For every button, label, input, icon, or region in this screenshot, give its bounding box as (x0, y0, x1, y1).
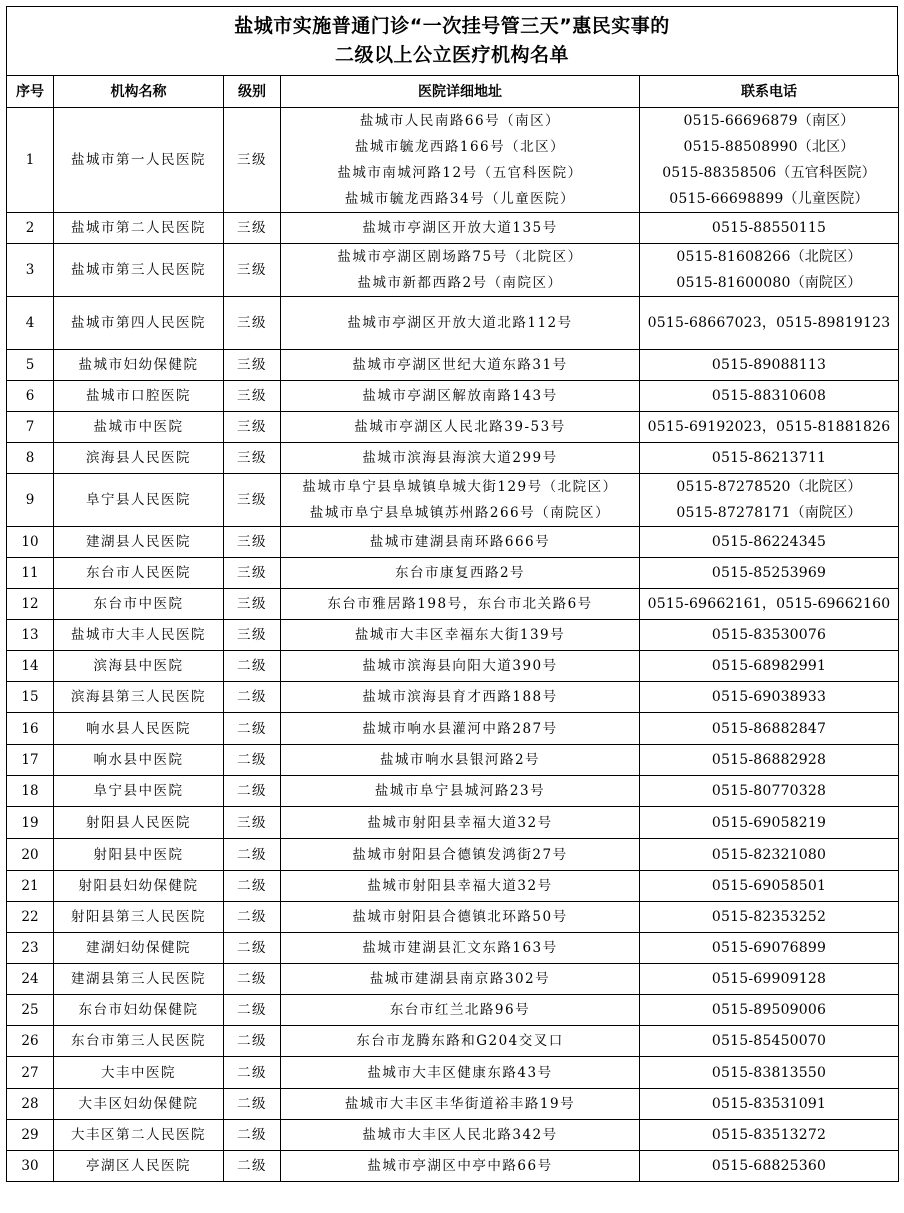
institution-level: 二级 (224, 1089, 281, 1120)
institution-level: 三级 (224, 412, 281, 443)
address-line: 盐城市亭湖区世纪大道东路31号 (352, 357, 568, 373)
institution-level: 三级 (224, 350, 281, 381)
row-number: 30 (7, 1151, 54, 1182)
institution-name: 大丰区妇幼保健院 (54, 1089, 224, 1120)
institution-name: 东台市妇幼保健院 (54, 995, 224, 1026)
phone-line: 0515-69662161，0515-69662160 (647, 596, 891, 612)
institution-name: 盐城市第二人民医院 (54, 213, 224, 244)
hospital-address (281, 620, 640, 651)
institution-name: 射阳县第三人民医院 (54, 902, 224, 933)
contact-phone (640, 381, 899, 412)
hospital-address (281, 1026, 640, 1057)
row-number: 12 (7, 589, 54, 620)
institution-level: 三级 (224, 381, 281, 412)
header-level: 级别 (224, 76, 281, 108)
phone-line: 0515-83531091 (711, 1096, 827, 1112)
hospital-address (281, 651, 640, 682)
phone-line: 0515-66696879（南区） (683, 113, 855, 129)
header-phone: 联系电话 (640, 76, 899, 108)
row-number: 19 (7, 807, 54, 839)
institution-name: 东台市第三人民医院 (54, 1026, 224, 1057)
hospital-address (281, 213, 640, 244)
contact-phone (640, 1026, 899, 1057)
row-number: 15 (7, 682, 54, 713)
hospital-address (281, 381, 640, 412)
phone-line: 0515-66698899（儿童医院） (669, 191, 869, 207)
table-row (7, 589, 899, 620)
table-row (7, 412, 899, 443)
phone-line: 0515-86224345 (711, 534, 827, 550)
contact-phone (640, 558, 899, 589)
institution-name: 东台市中医院 (54, 589, 224, 620)
row-number: 22 (7, 902, 54, 933)
institution-name: 响水县中医院 (54, 745, 224, 776)
row-number: 27 (7, 1057, 54, 1089)
row-number: 7 (7, 412, 54, 443)
phone-line: 0515-88358506（五官科医院） (662, 165, 876, 181)
row-number: 11 (7, 558, 54, 589)
address-line: 盐城市射阳县幸福大道32号 (367, 814, 553, 831)
contact-phone (640, 1089, 899, 1120)
phone-line: 0515-85450070 (711, 1033, 827, 1049)
institution-name: 亭湖区人民医院 (54, 1151, 224, 1182)
address-line: 盐城市阜宁县阜城镇苏州路266号（南院区） (309, 505, 611, 521)
row-number: 3 (7, 244, 54, 297)
header-name: 机构名称 (54, 76, 224, 108)
phone-line: 0515-89088113 (711, 357, 827, 373)
row-number: 2 (7, 213, 54, 244)
address-line: 盐城市滨海县向阳大道390号 (362, 658, 558, 674)
contact-phone (640, 995, 899, 1026)
contact-phone (640, 297, 899, 350)
phone-line: 0515-83530076 (711, 627, 827, 643)
institution-name: 阜宁县中医院 (54, 776, 224, 807)
contact-phone (640, 527, 899, 558)
row-number: 1 (7, 108, 54, 213)
contact-phone (640, 589, 899, 620)
hospital-address (281, 839, 640, 871)
phone-line: 0515-83813550 (711, 1064, 827, 1081)
row-number: 16 (7, 713, 54, 745)
phone-line: 0515-68982991 (711, 658, 827, 674)
address-line: 盐城市射阳县幸福大道32号 (367, 878, 553, 894)
document-sheet (6, 6, 898, 1182)
institution-level: 三级 (224, 474, 281, 527)
title-line-2: 二级以上公立医疗机构名单 (334, 44, 569, 66)
address-line: 盐城市滨海县育才西路188号 (362, 689, 558, 705)
institution-name: 盐城市大丰人民医院 (54, 620, 224, 651)
hospital-address (281, 933, 640, 964)
row-number: 25 (7, 995, 54, 1026)
table-row (7, 1057, 899, 1089)
phone-line: 0515-82353252 (711, 909, 827, 925)
row-number: 8 (7, 443, 54, 474)
table-row (7, 1089, 899, 1120)
table-row (7, 745, 899, 776)
hospital-address (281, 412, 640, 443)
institution-level: 三级 (224, 244, 281, 297)
contact-phone (640, 350, 899, 381)
institution-level: 二级 (224, 933, 281, 964)
institution-name: 滨海县人民医院 (54, 443, 224, 474)
institution-name: 射阳县妇幼保健院 (54, 871, 224, 902)
institution-name: 盐城市妇幼保健院 (54, 350, 224, 381)
header-row (7, 76, 899, 108)
hospital-address (281, 713, 640, 745)
hospital-address (281, 297, 640, 350)
phone-line: 0515-88508990（北区） (683, 139, 855, 155)
row-number: 5 (7, 350, 54, 381)
institution-name: 建湖县人民医院 (54, 527, 224, 558)
row-number: 23 (7, 933, 54, 964)
address-line: 盐城市亭湖区开放大道北路112号 (347, 315, 573, 331)
institution-level: 二级 (224, 745, 281, 776)
institution-level: 二级 (224, 1120, 281, 1151)
contact-phone (640, 1120, 899, 1151)
address-line: 盐城市阜宁县城河路23号 (374, 783, 546, 799)
address-line: 东台市红兰北路96号 (389, 1002, 531, 1018)
contact-phone (640, 412, 899, 443)
table-row (7, 558, 899, 589)
hospital-address (281, 350, 640, 381)
hospital-address (281, 1120, 640, 1151)
address-line: 盐城市响水县灌河中路287号 (362, 720, 558, 737)
contact-phone (640, 871, 899, 902)
address-line: 盐城市建湖县南京路302号 (369, 971, 551, 987)
header-no: 序号 (7, 76, 54, 108)
phone-line: 0515-81608266（北院区） (676, 249, 862, 265)
address-line: 盐城市滨海县海滨大道299号 (362, 450, 558, 466)
institution-level: 二级 (224, 776, 281, 807)
institution-name: 射阳县中医院 (54, 839, 224, 871)
contact-phone (640, 964, 899, 995)
institution-level: 三级 (224, 527, 281, 558)
address-line: 盐城市射阳县合德镇发鸿街27号 (352, 846, 568, 863)
contact-phone (640, 902, 899, 933)
hospital-address (281, 776, 640, 807)
phone-line: 0515-81600080（南院区） (676, 275, 862, 291)
address-line: 盐城市人民南路66号（南区） (359, 113, 561, 129)
contact-phone (640, 108, 899, 213)
institution-name: 盐城市中医院 (54, 412, 224, 443)
address-line: 盐城市响水县银河路2号 (379, 752, 541, 768)
phone-line: 0515-82321080 (711, 846, 827, 863)
table-row (7, 620, 899, 651)
address-line: 盐城市阜宁县阜城镇阜城大街129号（北院区） (302, 479, 618, 495)
hospital-address (281, 244, 640, 297)
institution-name: 盐城市第三人民医院 (54, 244, 224, 297)
contact-phone (640, 244, 899, 297)
address-line: 盐城市大丰区丰华街道裕丰路19号 (344, 1096, 576, 1112)
address-line: 盐城市大丰区幸福东大街139号 (354, 627, 566, 643)
contact-phone (640, 1057, 899, 1089)
institution-level: 三级 (224, 213, 281, 244)
institution-name: 射阳县人民医院 (54, 807, 224, 839)
contact-phone (640, 839, 899, 871)
contact-phone (640, 933, 899, 964)
institution-level: 三级 (224, 108, 281, 213)
hospital-address (281, 108, 640, 213)
phone-line: 0515-86882847 (711, 720, 827, 737)
hospital-table (6, 75, 899, 1182)
row-number: 17 (7, 745, 54, 776)
institution-name: 建湖县第三人民医院 (54, 964, 224, 995)
phone-line: 0515-86213711 (711, 450, 827, 466)
table-row (7, 1120, 899, 1151)
institution-level: 三级 (224, 558, 281, 589)
institution-level: 二级 (224, 1057, 281, 1089)
header-address: 医院详细地址 (281, 76, 640, 108)
phone-line: 0515-69058501 (711, 878, 827, 894)
address-line: 盐城市新都西路2号（南院区） (357, 275, 563, 291)
phone-line: 0515-69058219 (711, 814, 827, 831)
contact-phone (640, 807, 899, 839)
row-number: 6 (7, 381, 54, 412)
phone-line: 0515-83513272 (711, 1127, 827, 1143)
table-row (7, 297, 899, 350)
institution-level: 二级 (224, 964, 281, 995)
hospital-address (281, 807, 640, 839)
phone-line: 0515-69076899 (711, 940, 827, 956)
address-line: 盐城市亭湖区中亭中路66号 (367, 1158, 553, 1174)
contact-phone (640, 213, 899, 244)
phone-line: 0515-87278520（北院区） (676, 479, 862, 495)
phone-line: 0515-69192023，0515-81881826 (647, 419, 891, 435)
institution-level: 二级 (224, 839, 281, 871)
document-title (6, 6, 898, 75)
phone-line: 0515-69038933 (711, 689, 827, 705)
institution-name: 响水县人民医院 (54, 713, 224, 745)
phone-line: 0515-87278171（南院区） (676, 505, 862, 521)
hospital-address (281, 964, 640, 995)
phone-line: 0515-85253969 (711, 565, 827, 581)
phone-line: 0515-86882928 (711, 752, 827, 768)
institution-name: 阜宁县人民医院 (54, 474, 224, 527)
institution-level: 三级 (224, 297, 281, 350)
row-number: 9 (7, 474, 54, 527)
address-line: 盐城市亭湖区剧场路75号（北院区） (337, 249, 583, 265)
institution-level: 二级 (224, 902, 281, 933)
institution-level: 二级 (224, 713, 281, 745)
address-line: 盐城市大丰区人民北路342号 (362, 1127, 558, 1143)
hospital-address (281, 871, 640, 902)
table-row (7, 651, 899, 682)
address-line: 盐城市建湖县南环路666号 (369, 534, 551, 550)
table-row (7, 933, 899, 964)
institution-level: 二级 (224, 1151, 281, 1182)
table-row (7, 108, 899, 213)
row-number: 18 (7, 776, 54, 807)
table-row (7, 1026, 899, 1057)
contact-phone (640, 620, 899, 651)
table-row (7, 244, 899, 297)
address-line: 盐城市亭湖区人民北路39-53号 (354, 419, 566, 435)
address-line: 盐城市射阳县合德镇北环路50号 (352, 909, 568, 925)
institution-level: 二级 (224, 871, 281, 902)
institution-level: 三级 (224, 589, 281, 620)
row-number: 28 (7, 1089, 54, 1120)
address-line: 盐城市毓龙西路34号（儿童医院） (344, 191, 576, 207)
table-row (7, 839, 899, 871)
institution-level: 三级 (224, 807, 281, 839)
hospital-address (281, 1089, 640, 1120)
hospital-address (281, 1057, 640, 1089)
phone-line: 0515-68667023，0515-89819123 (647, 315, 891, 331)
row-number: 14 (7, 651, 54, 682)
institution-name: 滨海县中医院 (54, 651, 224, 682)
institution-level: 二级 (224, 995, 281, 1026)
phone-line: 0515-88550115 (711, 220, 827, 236)
institution-name: 滨海县第三人民医院 (54, 682, 224, 713)
phone-line: 0515-80770328 (711, 783, 827, 799)
hospital-address (281, 527, 640, 558)
address-line: 盐城市南城河路12号（五官科医院） (337, 165, 583, 181)
table-row (7, 995, 899, 1026)
row-number: 21 (7, 871, 54, 902)
hospital-address (281, 995, 640, 1026)
phone-line: 0515-89509006 (711, 1002, 827, 1018)
institution-name: 东台市人民医院 (54, 558, 224, 589)
row-number: 29 (7, 1120, 54, 1151)
contact-phone (640, 713, 899, 745)
hospital-address (281, 902, 640, 933)
phone-line: 0515-88310608 (711, 388, 827, 404)
table-row (7, 350, 899, 381)
address-line: 盐城市亭湖区解放南路143号 (362, 388, 558, 404)
address-line: 盐城市毓龙西路166号（北区） (354, 139, 566, 155)
table-row (7, 807, 899, 839)
address-line: 东台市康复西路2号 (394, 565, 526, 581)
table-row (7, 213, 899, 244)
institution-name: 盐城市第四人民医院 (54, 297, 224, 350)
hospital-address (281, 745, 640, 776)
contact-phone (640, 474, 899, 527)
hospital-address (281, 682, 640, 713)
table-row (7, 776, 899, 807)
phone-line: 0515-69909128 (711, 971, 827, 987)
row-number: 13 (7, 620, 54, 651)
contact-phone (640, 745, 899, 776)
row-number: 10 (7, 527, 54, 558)
phone-line: 0515-68825360 (711, 1158, 827, 1174)
hospital-address (281, 1151, 640, 1182)
address-line: 盐城市大丰区健康东路43号 (367, 1064, 553, 1081)
row-number: 4 (7, 297, 54, 350)
institution-name: 大丰中医院 (54, 1057, 224, 1089)
contact-phone (640, 776, 899, 807)
institution-name: 大丰区第二人民医院 (54, 1120, 224, 1151)
row-number: 24 (7, 964, 54, 995)
title-line-1: 盐城市实施普通门诊“一次挂号管三天”惠民实事的 (234, 15, 670, 37)
address-line: 东台市雅居路198号，东台市北关路6号 (327, 596, 593, 612)
address-line: 盐城市亭湖区开放大道135号 (362, 220, 558, 236)
table-row (7, 381, 899, 412)
table-row (7, 527, 899, 558)
institution-level: 二级 (224, 1026, 281, 1057)
hospital-address (281, 589, 640, 620)
contact-phone (640, 443, 899, 474)
table-row (7, 713, 899, 745)
hospital-address (281, 443, 640, 474)
institution-name: 盐城市口腔医院 (54, 381, 224, 412)
row-number: 26 (7, 1026, 54, 1057)
institution-level: 二级 (224, 682, 281, 713)
table-row (7, 1151, 899, 1182)
contact-phone (640, 1151, 899, 1182)
address-line: 盐城市建湖县汇文东路163号 (362, 940, 558, 956)
hospital-address (281, 474, 640, 527)
institution-level: 三级 (224, 443, 281, 474)
table-row (7, 443, 899, 474)
table-row (7, 474, 899, 527)
table-row (7, 682, 899, 713)
address-line: 东台市龙腾东路和G204交叉口 (356, 1033, 564, 1049)
table-row (7, 964, 899, 995)
contact-phone (640, 651, 899, 682)
table-row (7, 902, 899, 933)
table-body (7, 108, 899, 1182)
contact-phone (640, 682, 899, 713)
institution-name: 盐城市第一人民医院 (54, 108, 224, 213)
institution-level: 三级 (224, 620, 281, 651)
institution-name: 建湖妇幼保健院 (54, 933, 224, 964)
row-number: 20 (7, 839, 54, 871)
hospital-address (281, 558, 640, 589)
table-row (7, 871, 899, 902)
institution-level: 二级 (224, 651, 281, 682)
